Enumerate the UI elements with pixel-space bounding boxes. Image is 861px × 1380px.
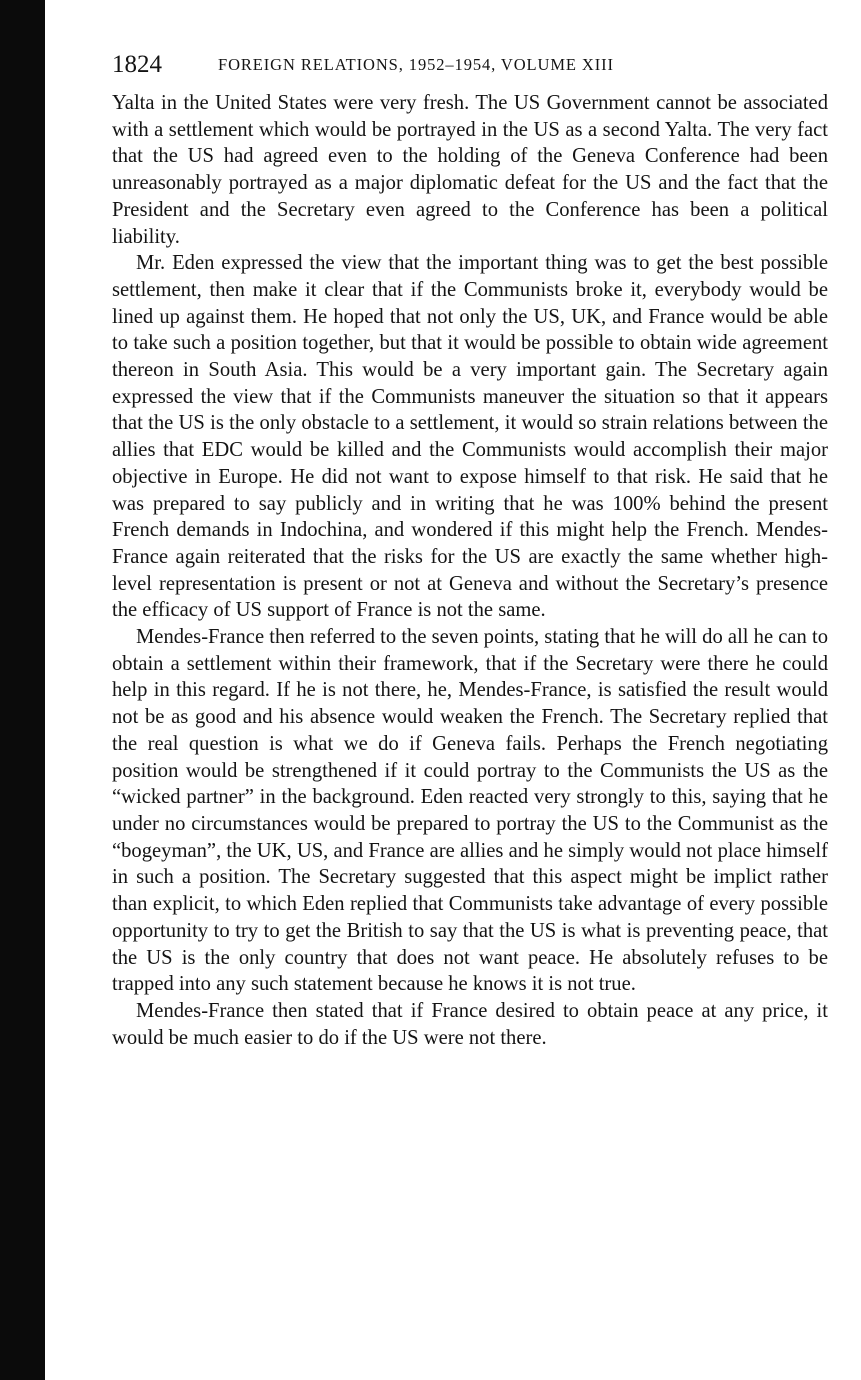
running-header [112, 50, 828, 84]
paragraph-3: Mendes-France then referred to the seven points, stating that he will do all he can to obtain a settlement within their framework, that if the Secretary were there he could help in this regard. If he is not there, he, Mendes-France, is satisfied the result would not be as good and his absence would weaken the French. The Secretary replied that the real question is what we do if Geneva fails. Perhaps the French negotiating position would be strengthened if it could portray to the Communists the US as the “wicked partner” in the background. Eden reacted very strongly to this, saying that he under no circumstances would be prepared to portray the US to the Communist as the “bogeyman”, the UK, US, and France are allies and he simply would not place himself in such a position. The Secretary suggested that this aspect might be implict rather than explicit, to which Eden replied that Communists take advantage of every possible opportunity to try to get the British to say that the US is what is preventing peace, that the US is the only country that does not want peace. He absolutely refuses to be trapped into any such statement because he knows it is not true. [112, 626, 828, 996]
scan-border [0, 0, 45, 1380]
page-number: 1824 [112, 51, 162, 78]
series-title: FOREIGN RELATIONS, 1952–1954, VOLUME XIII [218, 55, 614, 74]
paragraph-2: Mr. Eden expressed the view that the important thing was to get the best possible settlement, then make it clear that if the Communists broke it, everybody would be lined up against them. He hoped that not only the US, UK, and France would be able to take such a position together, but that it would be possible to obtain wide agreement thereon in South Asia. This would be a very important gain. The Secretary again expressed the view that if the Communists maneuver the situation so that it appears that the US is the only obstacle to a settlement, it would so strain relations between the allies that EDC would be killed and the Communists would accomplish their major objective in Europe. He did not want to expose himself to that risk. He said that he was prepared to say publicly and in writing that he was 100% behind the present French demands in Indochina, and wondered if this might help the French. Mendes-France again reiterated that the risks for the US are exactly the same whether high-level representation is present or not at Geneva and without the Secretary’s presence the efficacy of US support of France is not the same. [112, 252, 828, 622]
paragraph-1: Yalta in the United States were very fresh. The US Government cannot be associated with a settlement which would be portrayed in the US as a second Yalta. The very fact that the US had agreed even to the holding of the Geneva Conference had been unreasonably portrayed as a major diplomatic defeat for the US and the fact that the President and the Secretary even agreed to the Conference has been a political liability. [112, 92, 828, 248]
body-text [112, 90, 828, 1051]
document-page [112, 50, 828, 1051]
paragraph-4: Mendes-France then stated that if France desired to obtain peace at any price, it would be much easier to do if the US were not there. [112, 999, 828, 1049]
